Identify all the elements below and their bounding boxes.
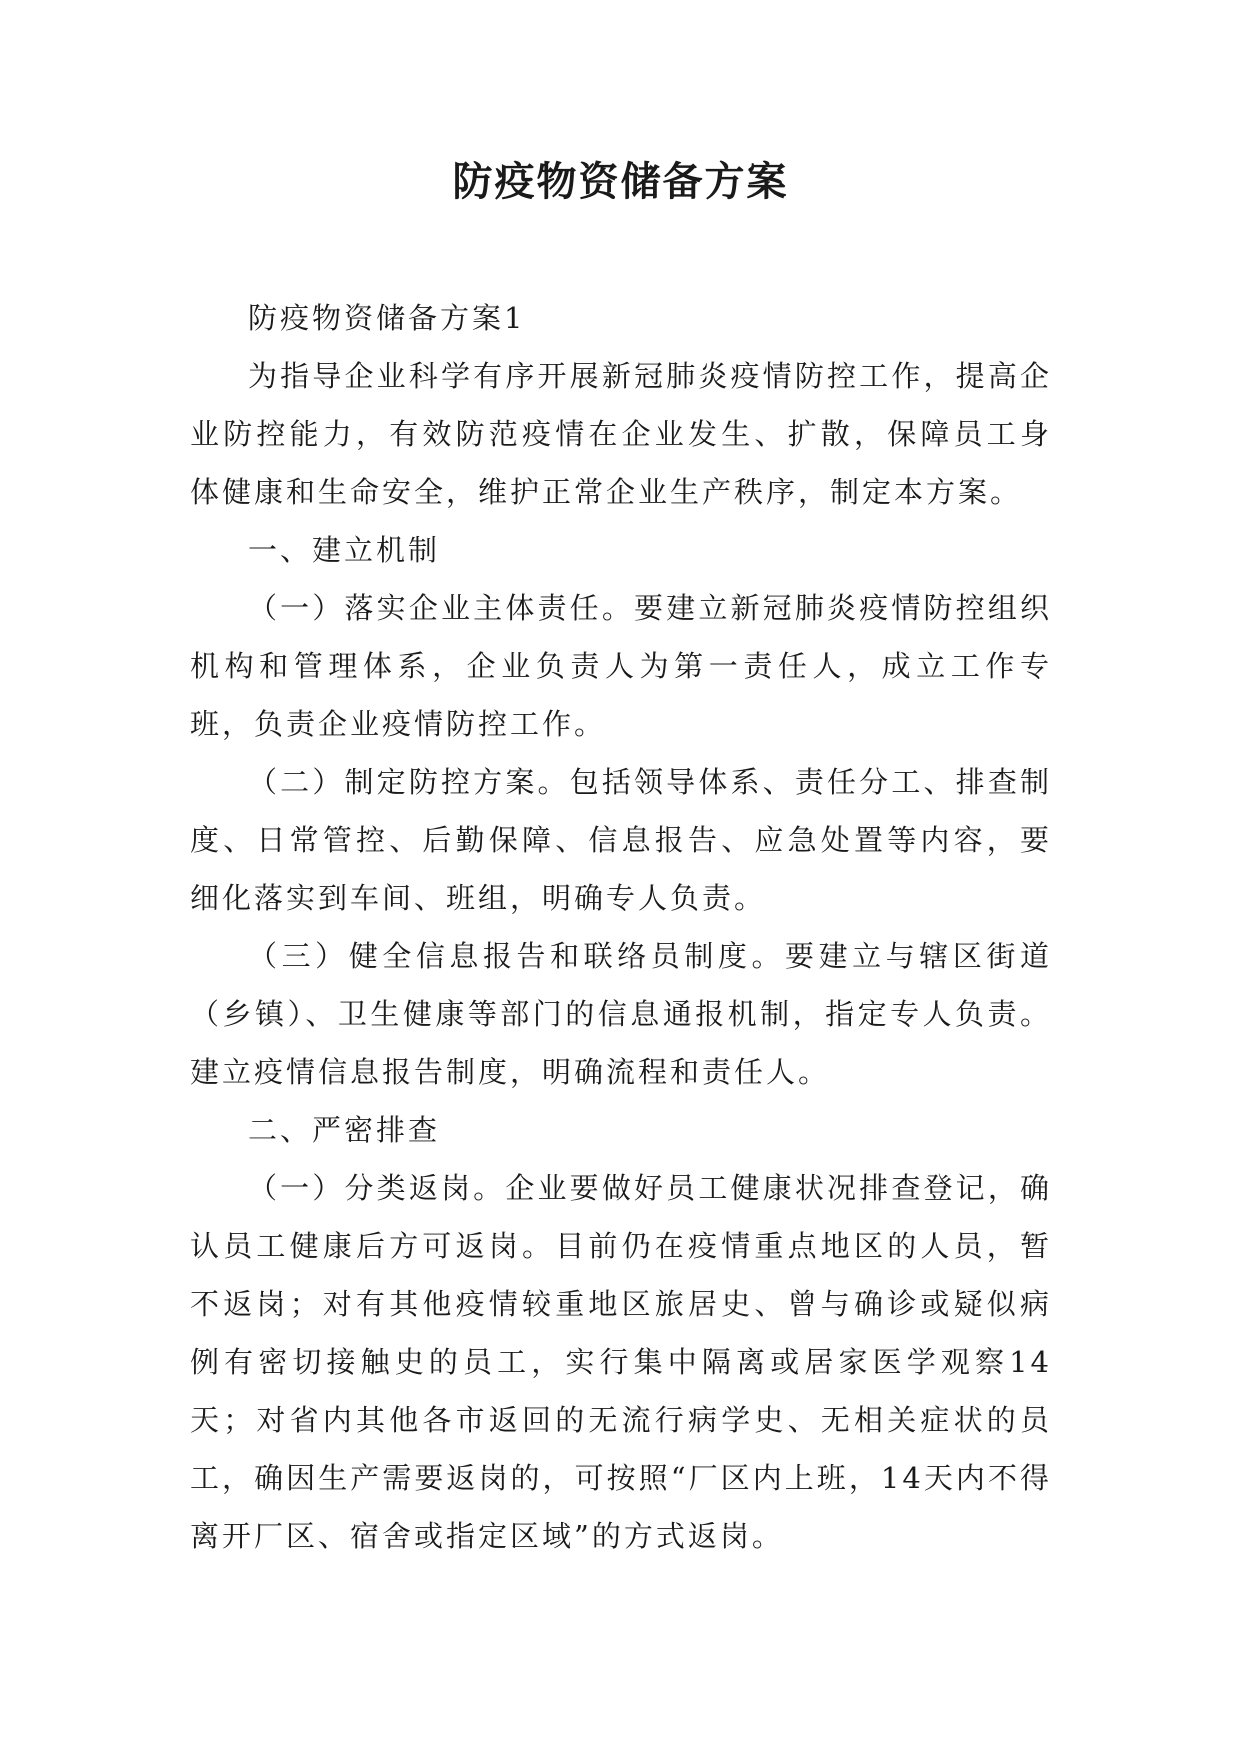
paragraph-1-1: （一）落实企业主体责任。要建立新冠肺炎疫情防控组织机构和管理体系，企业负责人为第一责任人，成立工作专班，负责企业疫情防控工作。 — [190, 591, 1052, 741]
document-title: 防疫物资储备方案 — [452, 158, 789, 205]
paragraph-heading: 防疫物资储备方案1 — [248, 301, 526, 335]
paragraph-1-2: （二）制定防控方案。包括领导体系、责任分工、排查制度、日常管控、后勤保障、信息报告、应急处置等内容，要细化落实到车间、班组，明确专人负责。 — [190, 765, 1052, 915]
section-heading-2: 二、严密排查 — [248, 1113, 441, 1147]
section-heading-1: 一、建立机制 — [248, 533, 441, 567]
paragraph-2-1: （一）分类返岗。企业要做好员工健康状况排查登记，确认员工健康后方可返岗。目前仍在疫情重点地区的人员，暂不返岗；对有其他疫情较重地区旅居史、曾与确诊或疑似病例有密切接触史的员工，实行集中隔离或居家医学观察14天；对省内其他各市返回的无流行病学史、无相关症状的员工，确因生产需要返岗的，可按照“厂区内上班，14天内不得离开厂区、宿舍或指定区域”的方式返岗。 — [190, 1171, 1052, 1553]
paragraph-1-3: （三）健全信息报告和联络员制度。要建立与辖区街道（乡镇）、卫生健康等部门的信息通报机制，指定专人负责。建立疫情信息报告制度，明确流程和责任人。 — [190, 939, 1052, 1089]
document-body — [190, 289, 1052, 1565]
paragraph-intro: 为指导企业科学有序开展新冠肺炎疫情防控工作，提高企业防控能力，有效防范疫情在企业发生、扩散，保障员工身体健康和生命安全，维护正常企业生产秩序，制定本方案。 — [190, 359, 1052, 509]
